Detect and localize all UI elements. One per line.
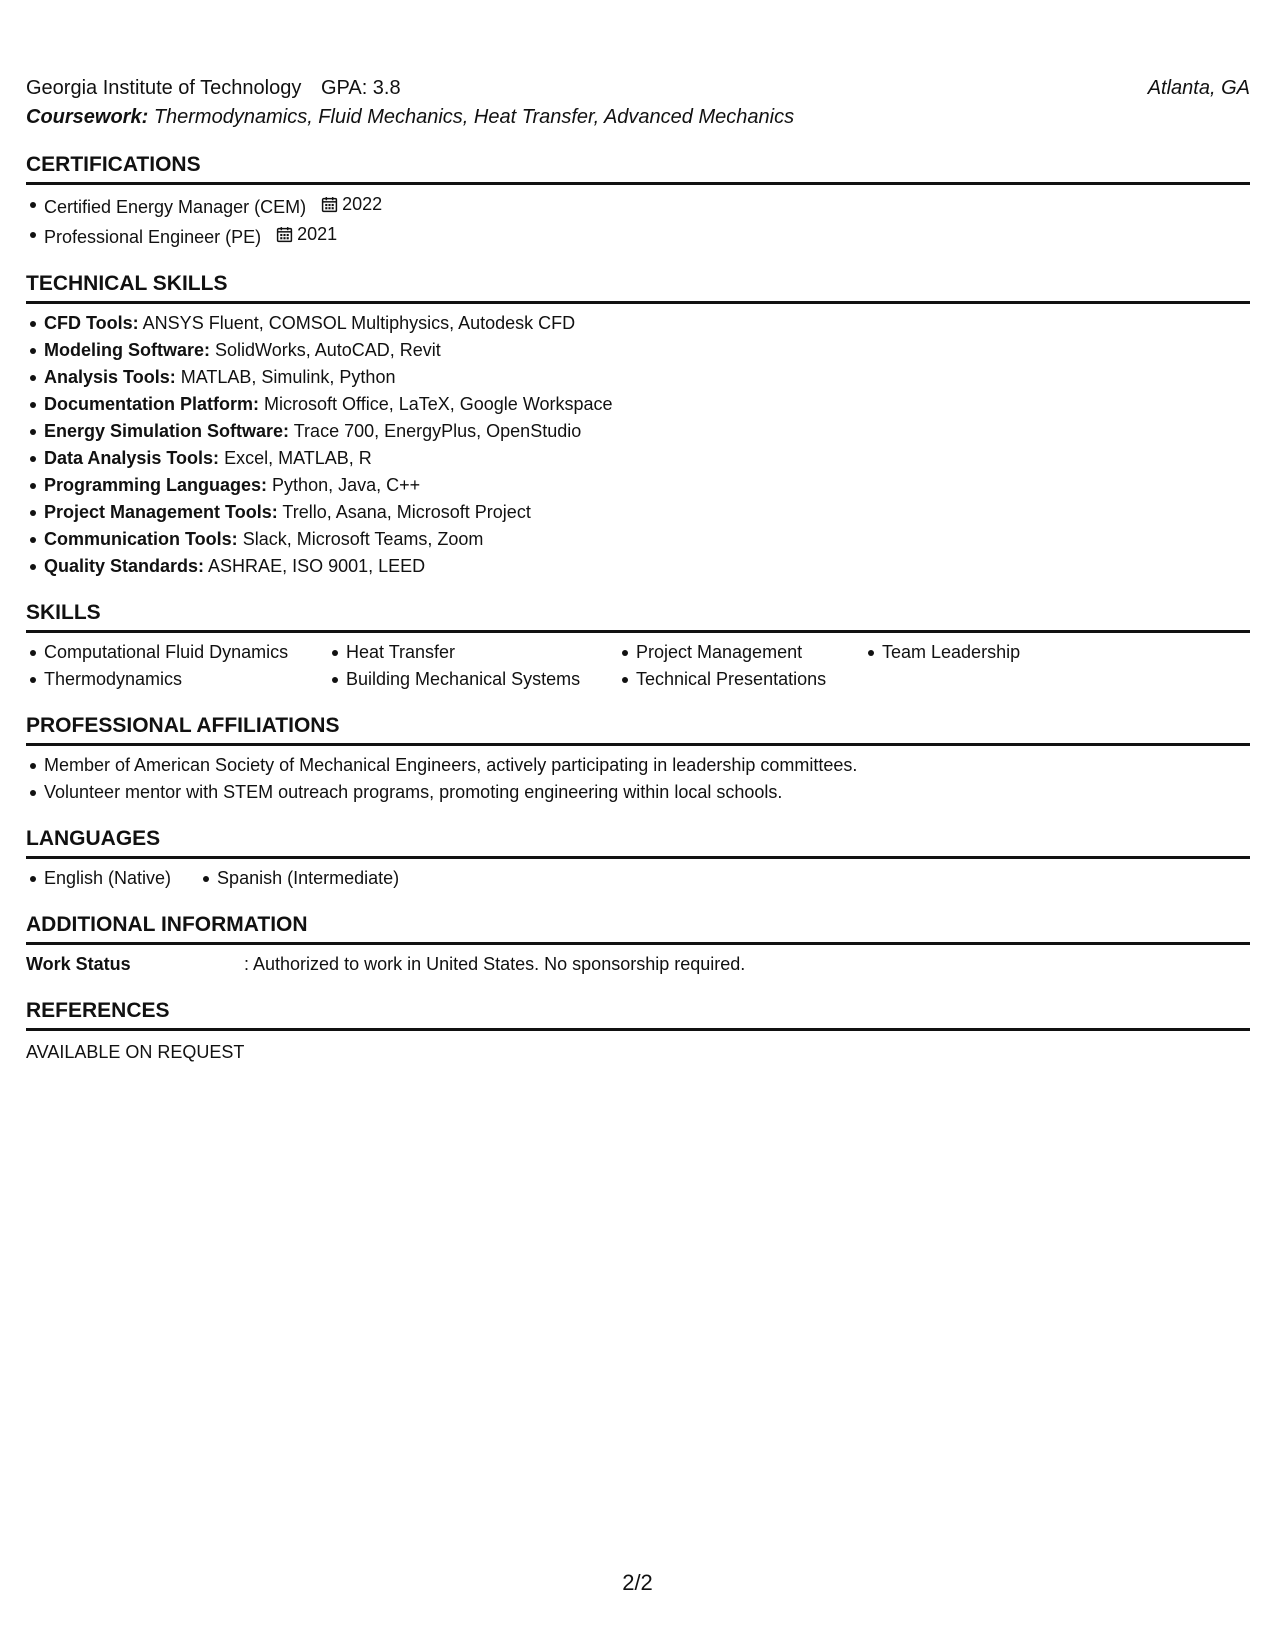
education-row	[26, 74, 1250, 102]
skill-values: Python, Java, C++	[272, 475, 421, 495]
skill-item: Project Management	[636, 639, 882, 666]
work-status-value: : Authorized to work in United States. No sponsorship required.	[244, 954, 746, 974]
skill-category: Documentation Platform:	[44, 394, 260, 414]
list-item	[44, 391, 1250, 418]
coursework-label: Coursework:	[26, 106, 149, 128]
section-title-languages: LANGUAGES	[26, 826, 1250, 859]
skills-grid	[26, 639, 1250, 693]
skill-category: Quality Standards:	[44, 556, 205, 576]
skill-values: ANSYS Fluent, COMSOL Multiphysics, Autodesk CFD	[142, 313, 576, 333]
section-title-certifications: CERTIFICATIONS	[26, 152, 1250, 185]
skill-category: Analysis Tools:	[44, 367, 176, 387]
list-item	[44, 445, 1250, 472]
certification-year: 2022	[342, 194, 383, 214]
certification-name: Professional Engineer (PE)	[44, 227, 262, 247]
calendar-icon	[321, 196, 338, 213]
skill-category: Communication Tools:	[44, 529, 238, 549]
skill-category: Modeling Software:	[44, 340, 210, 360]
languages-list	[26, 865, 1250, 892]
list-item	[44, 191, 1250, 221]
skill-category: Data Analysis Tools:	[44, 448, 220, 468]
skill-values: Trace 700, EnergyPlus, OpenStudio	[293, 421, 582, 441]
skill-values: MATLAB, Simulink, Python	[180, 367, 396, 387]
education-left	[26, 74, 401, 102]
certification-year: 2021	[297, 224, 338, 244]
language-item: Spanish (Intermediate)	[217, 865, 399, 892]
skill-values: Slack, Microsoft Teams, Zoom	[242, 529, 484, 549]
skill-values: ASHRAE, ISO 9001, LEED	[208, 556, 426, 576]
school-name: Georgia Institute of Technology	[26, 77, 302, 99]
work-status-label: Work Status	[26, 954, 131, 974]
skill-item: Technical Presentations	[636, 666, 882, 693]
affiliations-list	[26, 752, 1250, 806]
list-item	[44, 499, 1250, 526]
certifications-list	[26, 191, 1250, 251]
list-item	[44, 221, 1250, 251]
section-title-affiliations: PROFESSIONAL AFFILIATIONS	[26, 713, 1250, 746]
references-text: AVAILABLE ON REQUEST	[26, 1042, 245, 1062]
language-item: English (Native)	[44, 865, 171, 892]
coursework	[26, 102, 1250, 132]
skill-item: Heat Transfer	[346, 639, 636, 666]
skill-item: Thermodynamics	[44, 666, 346, 693]
skill-values: SolidWorks, AutoCAD, Revit	[215, 340, 441, 360]
section-title-additional-information: ADDITIONAL INFORMATION	[26, 912, 1250, 945]
section-title-skills: SKILLS	[26, 600, 1250, 633]
list-item: Volunteer mentor with STEM outreach programs, promoting engineering within local schools.	[44, 779, 1250, 806]
certification-date	[276, 221, 337, 248]
skill-item: Building Mechanical Systems	[346, 666, 636, 693]
certification-name: Certified Energy Manager (CEM)	[44, 197, 307, 217]
calendar-icon	[276, 226, 293, 243]
list-item	[44, 472, 1250, 499]
technical-skills-list	[26, 310, 1250, 580]
certification-date	[321, 191, 382, 218]
work-status-row	[26, 951, 1250, 978]
resume-page	[26, 74, 1250, 1066]
coursework-list: Thermodynamics, Fluid Mechanics, Heat Transfer, Advanced Mechanics	[153, 106, 795, 128]
list-item	[44, 310, 1250, 337]
skill-item: Computational Fluid Dynamics	[44, 639, 346, 666]
list-item	[44, 553, 1250, 580]
skill-category: Project Management Tools:	[44, 502, 278, 522]
list-item: Member of American Society of Mechanical Engineers, actively participating in leadership committees.	[44, 752, 1250, 779]
page-number: 2/2	[622, 1570, 653, 1595]
section-title-technical-skills: TECHNICAL SKILLS	[26, 271, 1250, 304]
section-title-references: REFERENCES	[26, 998, 1250, 1031]
skill-values: Microsoft Office, LaTeX, Google Workspace	[264, 394, 613, 414]
skill-values: Trello, Asana, Microsoft Project	[282, 502, 531, 522]
skill-category: Energy Simulation Software:	[44, 421, 290, 441]
list-item	[44, 418, 1250, 445]
list-item	[44, 526, 1250, 553]
skill-category: CFD Tools:	[44, 313, 139, 333]
skill-values: Excel, MATLAB, R	[224, 448, 372, 468]
gpa: GPA: 3.8	[320, 77, 401, 99]
skill-item: Team Leadership	[882, 639, 1082, 666]
skill-category: Programming Languages:	[44, 475, 268, 495]
school-location: Atlanta, GA	[1147, 77, 1250, 99]
list-item	[44, 337, 1250, 364]
list-item	[44, 364, 1250, 391]
